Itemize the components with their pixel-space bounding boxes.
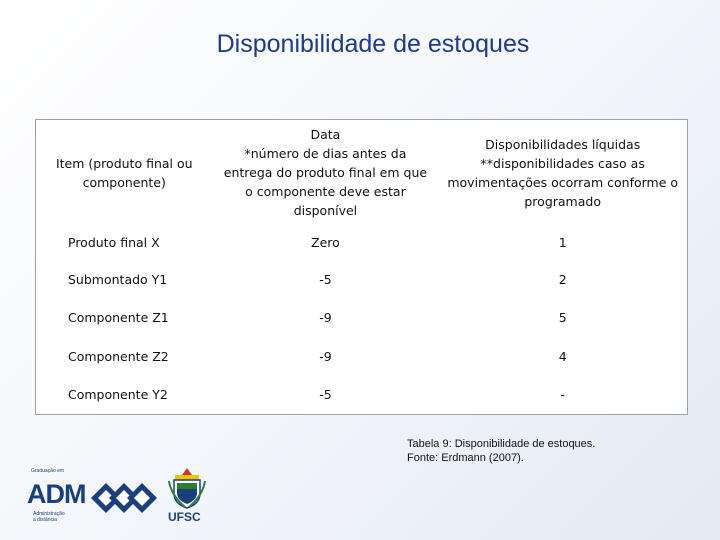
ufsc-crest-icon: [165, 467, 209, 509]
cell-item: Componente Z1: [68, 310, 169, 326]
stock-table: [35, 119, 688, 415]
header-line: **disponibilidades caso as: [480, 155, 645, 171]
header-line: Data: [310, 127, 341, 143]
table-row: [36, 376, 688, 415]
diamond-logo-icon: [89, 481, 159, 515]
header-line: componente): [82, 174, 166, 190]
cell-item: Componente Y2: [68, 387, 168, 403]
ufsc-logo-text: UFSC: [168, 510, 201, 524]
adm-logo-subtitle-line: a distância: [33, 517, 57, 523]
adm-logo-subtitle-line: Administração: [33, 511, 65, 517]
cell-date: -9: [319, 348, 332, 364]
header-line: Item (produto final ou: [55, 155, 193, 171]
table-caption: [407, 437, 595, 465]
cell-item: Produto final X: [68, 235, 160, 251]
header-line: movimentações ocorram conforme o: [447, 174, 679, 190]
adm-logo: [27, 467, 87, 527]
cell-date: -5: [319, 271, 332, 287]
header-line: Disponibilidades líquidas: [485, 136, 641, 152]
header-line: *número de dias antes da: [244, 146, 407, 162]
cell-availability: 5: [558, 310, 567, 326]
cell-availability: 2: [558, 271, 567, 287]
header-date: [212, 120, 438, 226]
caption-line: Tabela 9: Disponibilidade de estoques.: [407, 438, 596, 450]
header-line: programado: [524, 193, 601, 209]
cell-availability: -: [560, 387, 565, 403]
table-row: [36, 225, 688, 260]
header-line: entrega do produto final em que: [223, 165, 428, 181]
adm-logo-text: ADM: [27, 479, 86, 509]
cell-item: Submontado Y1: [68, 271, 168, 287]
cell-date: -9: [319, 310, 332, 326]
adm-logo-caption: Graduação em: [31, 468, 65, 474]
table-header-row: [36, 120, 688, 226]
table-row: [36, 337, 688, 376]
cell-availability: 1: [558, 235, 567, 251]
ufsc-logo: [165, 467, 209, 527]
table-row: [36, 299, 688, 338]
header-availability: [438, 120, 687, 226]
adm-logo-subtitle: [33, 511, 83, 523]
header-line: o componente deve estar: [245, 184, 406, 200]
header-item: [36, 120, 213, 226]
cell-date: -5: [319, 387, 332, 403]
cell-availability: 4: [558, 348, 567, 364]
cell-date: Zero: [311, 235, 340, 251]
slide-title: Disponibilidade de estoques: [216, 30, 530, 58]
table-row: [36, 260, 688, 299]
cell-item: Componente Z2: [68, 348, 169, 364]
header-line: disponível: [293, 203, 358, 219]
caption-source: Fonte: Erdmann (2007).: [407, 452, 524, 464]
